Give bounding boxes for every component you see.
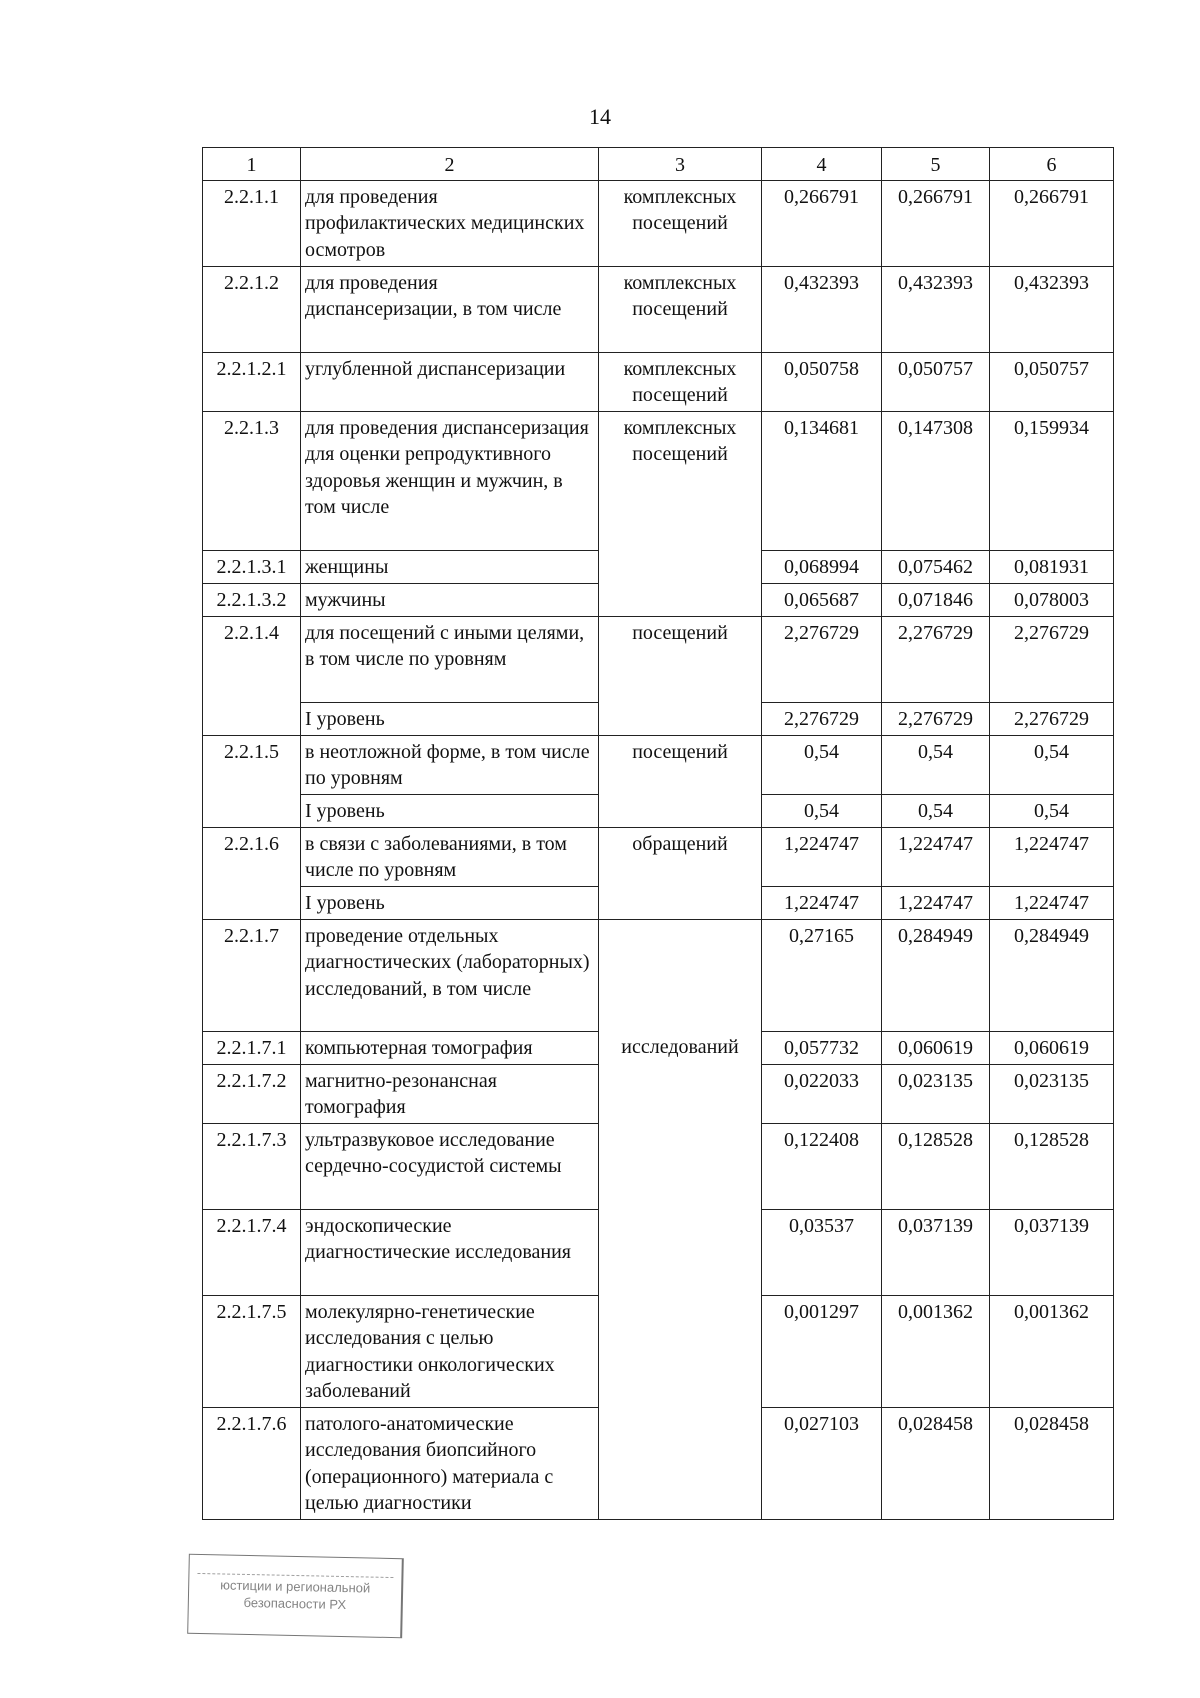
value-col5: 0,266791 [882,180,990,266]
indicators-table [202,147,1114,1520]
page-number: 14 [589,104,611,129]
value-col6: 0,001362 [990,1295,1114,1407]
table-row [203,411,1114,550]
value-col4: 0,03537 [762,1209,882,1295]
value-col5: 0,060619 [882,1031,990,1064]
table-header-row [203,148,1114,181]
value-col4: 2,276729 [762,702,882,735]
value-col6: 0,54 [990,735,1114,794]
table-row [203,735,1114,794]
stamp-text-line1: юстиции и региональной [220,1577,371,1596]
value-col6: 0,050757 [990,352,1114,411]
row-name: для проведения диспансеризация для оценки репродуктивного здоровья женщин и мужчин, в том числе [301,411,599,550]
value-col5: 0,028458 [882,1407,990,1519]
value-col6: 0,54 [990,794,1114,827]
value-col5: 1,224747 [882,827,990,886]
row-code: 2.2.1.7 [203,919,301,1031]
value-col5: 0,075462 [882,550,990,583]
row-name: I уровень [301,794,599,827]
row-name: эндоскопические диагностические исследования [301,1209,599,1295]
row-unit [599,919,762,1031]
row-name: углубленной диспансеризации [301,352,599,411]
row-code: 2.2.1.6 [203,827,301,919]
table-row [203,1031,1114,1064]
value-col4: 0,54 [762,794,882,827]
row-unit: обращений [599,827,762,919]
value-col6: 0,128528 [990,1123,1114,1209]
row-name: проведение отдельных диагностических (лабораторных) исследований, в том числе [301,919,599,1031]
column-header: 1 [203,148,301,181]
value-col5: 0,54 [882,794,990,827]
row-name: для проведения профилактических медицинских осмотров [301,180,599,266]
table-row [203,266,1114,352]
row-unit: посещений [599,616,762,735]
value-col5: 0,284949 [882,919,990,1031]
value-col5: 0,071846 [882,583,990,616]
row-unit: комплексных посещений [599,352,762,411]
row-unit: исследований [599,1031,762,1519]
value-col6: 0,060619 [990,1031,1114,1064]
value-col4: 0,027103 [762,1407,882,1519]
value-col4: 0,001297 [762,1295,882,1407]
value-col4: 0,54 [762,735,882,794]
row-name: I уровень [301,886,599,919]
row-name: I уровень [301,702,599,735]
column-header: 4 [762,148,882,181]
row-code: 2.2.1.3.2 [203,583,301,616]
column-header: 3 [599,148,762,181]
table-row [203,827,1114,886]
row-name: женщины [301,550,599,583]
value-col5: 1,224747 [882,886,990,919]
value-col6: 2,276729 [990,702,1114,735]
value-col5: 2,276729 [882,616,990,702]
row-name: компьютерная томография [301,1031,599,1064]
row-code: 2.2.1.7.2 [203,1064,301,1123]
value-col5: 0,432393 [882,266,990,352]
stamp-text-line2: безопасности РХ [243,1594,347,1613]
row-name: в неотложной форме, в том числе по уровням [301,735,599,794]
table-row [203,180,1114,266]
row-code: 2.2.1.7.5 [203,1295,301,1407]
value-col4: 1,224747 [762,886,882,919]
value-col4: 0,266791 [762,180,882,266]
value-col4: 0,065687 [762,583,882,616]
row-unit: комплексных посещений [599,266,762,352]
value-col4: 1,224747 [762,827,882,886]
row-code: 2.2.1.3 [203,411,301,550]
table-row [203,919,1114,1031]
registration-stamp [187,1554,404,1638]
value-col6: 1,224747 [990,886,1114,919]
value-col5: 0,037139 [882,1209,990,1295]
value-col6: 0,266791 [990,180,1114,266]
row-name: молекулярно-генетические исследования с целью диагностики онкологических заболеваний [301,1295,599,1407]
row-code: 2.2.1.4 [203,616,301,735]
value-col6: 0,081931 [990,550,1114,583]
value-col5: 0,023135 [882,1064,990,1123]
value-col6: 1,224747 [990,827,1114,886]
value-col6: 0,432393 [990,266,1114,352]
column-header: 6 [990,148,1114,181]
value-col6: 0,028458 [990,1407,1114,1519]
value-col4: 0,27165 [762,919,882,1031]
value-col6: 0,078003 [990,583,1114,616]
table-row [203,352,1114,411]
row-unit: комплексных посещений [599,180,762,266]
row-unit: посещений [599,735,762,827]
value-col5: 0,128528 [882,1123,990,1209]
value-col6: 0,023135 [990,1064,1114,1123]
value-col5: 0,001362 [882,1295,990,1407]
value-col4: 2,276729 [762,616,882,702]
table-row [203,616,1114,702]
row-name: ультразвуковое исследование сердечно-сосудистой системы [301,1123,599,1209]
value-col4: 0,068994 [762,550,882,583]
value-col6: 2,276729 [990,616,1114,702]
value-col5: 2,276729 [882,702,990,735]
value-col4: 0,134681 [762,411,882,550]
stamp-header-line [197,1559,393,1578]
value-col5: 0,54 [882,735,990,794]
value-col4: 0,022033 [762,1064,882,1123]
column-header: 5 [882,148,990,181]
value-col6: 0,284949 [990,919,1114,1031]
value-col5: 0,147308 [882,411,990,550]
row-unit: комплексных посещений [599,411,762,616]
row-code: 2.2.1.7.1 [203,1031,301,1064]
row-code: 2.2.1.1 [203,180,301,266]
column-header: 2 [301,148,599,181]
row-name: для проведения диспансеризации, в том числе [301,266,599,352]
row-name: для посещений с иными целями, в том числе по уровням [301,616,599,702]
value-col5: 0,050757 [882,352,990,411]
value-col4: 0,432393 [762,266,882,352]
row-code: 2.2.1.5 [203,735,301,827]
row-code: 2.2.1.7.4 [203,1209,301,1295]
row-code: 2.2.1.7.3 [203,1123,301,1209]
row-code: 2.2.1.3.1 [203,550,301,583]
value-col4: 0,122408 [762,1123,882,1209]
row-name: магнитно-резонансная томография [301,1064,599,1123]
row-name: патолого-анатомические исследования биопсийного (операционного) материала с целью диагностики [301,1407,599,1519]
row-code: 2.2.1.2 [203,266,301,352]
row-name: в связи с заболеваниями, в том числе по уровням [301,827,599,886]
value-col6: 0,159934 [990,411,1114,550]
value-col4: 0,057732 [762,1031,882,1064]
row-code: 2.2.1.7.6 [203,1407,301,1519]
value-col4: 0,050758 [762,352,882,411]
value-col6: 0,037139 [990,1209,1114,1295]
row-name: мужчины [301,583,599,616]
row-code: 2.2.1.2.1 [203,352,301,411]
